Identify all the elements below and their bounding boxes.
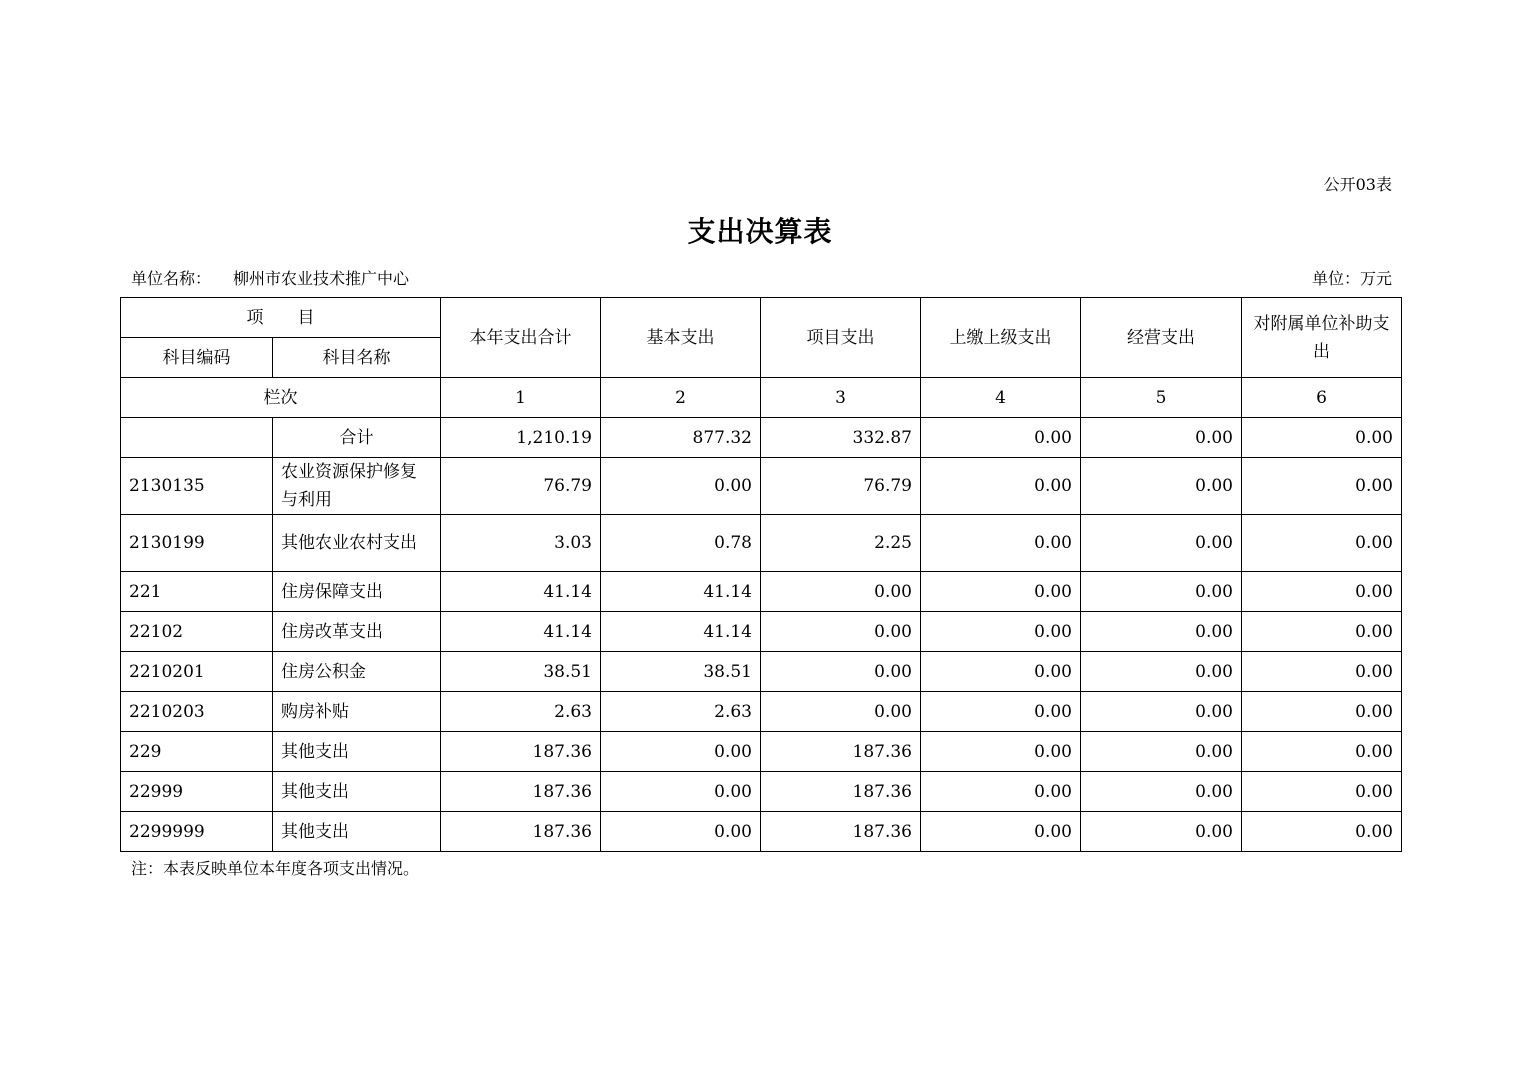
remit-to-superior-value: 0.00	[921, 458, 1081, 515]
unit-name-value: 柳州市农业技术推广中心	[233, 269, 410, 288]
basic-expenditure-value: 38.51	[601, 652, 761, 692]
subsidy-to-affiliates-value: 0.00	[1242, 572, 1402, 612]
subject-code: 229	[121, 732, 273, 772]
total-expenditure-value: 187.36	[441, 772, 601, 812]
basic-expenditure-value: 0.00	[601, 812, 761, 852]
column-number-5: 5	[1081, 378, 1242, 418]
subject-code: 2130199	[121, 515, 273, 572]
subject-name: 其他农业农村支出	[273, 515, 441, 572]
unit-name-row	[131, 266, 409, 289]
subject-code: 22102	[121, 612, 273, 652]
subject-code: 2130135	[121, 458, 273, 515]
subsidy-to-affiliates-value: 0.00	[1242, 458, 1402, 515]
column-number-3: 3	[761, 378, 921, 418]
project-expenditure-value: 187.36	[761, 772, 921, 812]
subject-code: 2299999	[121, 812, 273, 852]
basic-expenditure-value: 2.63	[601, 692, 761, 732]
operating-expenditure-value: 0.00	[1081, 772, 1242, 812]
header-total-expenditure: 本年支出合计	[441, 298, 601, 378]
project-expenditure-value: 0.00	[761, 652, 921, 692]
subsidy-to-affiliates-value: 0.00	[1242, 772, 1402, 812]
total-expenditure-value: 76.79	[441, 458, 601, 515]
basic-expenditure-value: 0.00	[601, 732, 761, 772]
header-project-expenditure: 项目支出	[761, 298, 921, 378]
page-title: 支出决算表	[687, 215, 833, 248]
remit-to-superior-value: 0.00	[921, 732, 1081, 772]
project-expenditure-value: 332.87	[761, 418, 921, 458]
subject-code	[121, 418, 273, 458]
table-row	[121, 772, 1402, 812]
basic-expenditure-value: 0.00	[601, 458, 761, 515]
subject-code: 221	[121, 572, 273, 612]
column-number-2: 2	[601, 378, 761, 418]
operating-expenditure-value: 0.00	[1081, 732, 1242, 772]
table-row	[121, 515, 1402, 572]
subject-name: 农业资源保护修复与利用	[273, 458, 441, 515]
project-expenditure-value: 0.00	[761, 572, 921, 612]
column-number-6: 6	[1242, 378, 1402, 418]
table-row	[121, 572, 1402, 612]
remit-to-superior-value: 0.00	[921, 572, 1081, 612]
unit-name-label: 单位名称：	[131, 269, 212, 288]
project-expenditure-value: 0.00	[761, 692, 921, 732]
operating-expenditure-value: 0.00	[1081, 458, 1242, 515]
basic-expenditure-value: 877.32	[601, 418, 761, 458]
header-item: 项 目	[121, 298, 441, 338]
subject-name: 其他支出	[273, 732, 441, 772]
remit-to-superior-value: 0.00	[921, 515, 1081, 572]
operating-expenditure-value: 0.00	[1081, 652, 1242, 692]
total-expenditure-value: 38.51	[441, 652, 601, 692]
header-subject-code: 科目编码	[121, 338, 273, 378]
project-expenditure-value: 76.79	[761, 458, 921, 515]
total-expenditure-value: 187.36	[441, 732, 601, 772]
subject-code: 2210203	[121, 692, 273, 732]
column-number-row	[121, 378, 1402, 418]
subject-code: 2210201	[121, 652, 273, 692]
table-row	[121, 692, 1402, 732]
table-row	[121, 812, 1402, 852]
form-number: 公开03表	[1323, 175, 1392, 194]
remit-to-superior-value: 0.00	[921, 812, 1081, 852]
header-subsidy-to-affiliates: 对附属单位补助支出	[1242, 298, 1402, 378]
basic-expenditure-value: 41.14	[601, 612, 761, 652]
table-note: 注：本表反映单位本年度各项支出情况。	[131, 859, 420, 878]
header-operating-expenditure: 经营支出	[1081, 298, 1242, 378]
header-subject-name: 科目名称	[273, 338, 441, 378]
project-expenditure-value: 0.00	[761, 612, 921, 652]
table-row	[121, 612, 1402, 652]
subject-name: 住房保障支出	[273, 572, 441, 612]
operating-expenditure-value: 0.00	[1081, 612, 1242, 652]
header-row-1	[121, 298, 1402, 338]
header-basic-expenditure: 基本支出	[601, 298, 761, 378]
total-expenditure-value: 41.14	[441, 612, 601, 652]
column-number-1: 1	[441, 378, 601, 418]
subsidy-to-affiliates-value: 0.00	[1242, 418, 1402, 458]
project-expenditure-value: 187.36	[761, 732, 921, 772]
basic-expenditure-value: 0.78	[601, 515, 761, 572]
operating-expenditure-value: 0.00	[1081, 812, 1242, 852]
table-row	[121, 458, 1402, 515]
basic-expenditure-value: 0.00	[601, 772, 761, 812]
subject-name: 住房公积金	[273, 652, 441, 692]
table-row	[121, 732, 1402, 772]
total-expenditure-value: 41.14	[441, 572, 601, 612]
remit-to-superior-value: 0.00	[921, 612, 1081, 652]
total-expenditure-value: 2.63	[441, 692, 601, 732]
table-row-total	[121, 418, 1402, 458]
subsidy-to-affiliates-value: 0.00	[1242, 692, 1402, 732]
operating-expenditure-value: 0.00	[1081, 418, 1242, 458]
total-expenditure-value: 1,210.19	[441, 418, 601, 458]
subsidy-to-affiliates-value: 0.00	[1242, 732, 1402, 772]
total-expenditure-value: 3.03	[441, 515, 601, 572]
total-expenditure-value: 187.36	[441, 812, 601, 852]
subject-name: 其他支出	[273, 812, 441, 852]
basic-expenditure-value: 41.14	[601, 572, 761, 612]
table-row	[121, 652, 1402, 692]
subsidy-to-affiliates-value: 0.00	[1242, 612, 1402, 652]
operating-expenditure-value: 0.00	[1081, 515, 1242, 572]
subject-name: 其他支出	[273, 772, 441, 812]
remit-to-superior-value: 0.00	[921, 772, 1081, 812]
remit-to-superior-value: 0.00	[921, 692, 1081, 732]
subsidy-to-affiliates-value: 0.00	[1242, 652, 1402, 692]
project-expenditure-value: 2.25	[761, 515, 921, 572]
subsidy-to-affiliates-value: 0.00	[1242, 812, 1402, 852]
column-number-4: 4	[921, 378, 1081, 418]
subject-name: 购房补贴	[273, 692, 441, 732]
subsidy-to-affiliates-value: 0.00	[1242, 515, 1402, 572]
subject-name: 合计	[273, 418, 441, 458]
currency-unit: 单位：万元	[1311, 269, 1392, 288]
remit-to-superior-value: 0.00	[921, 418, 1081, 458]
header-remit-to-superior: 上缴上级支出	[921, 298, 1081, 378]
operating-expenditure-value: 0.00	[1081, 572, 1242, 612]
operating-expenditure-value: 0.00	[1081, 692, 1242, 732]
remit-to-superior-value: 0.00	[921, 652, 1081, 692]
subject-name: 住房改革支出	[273, 612, 441, 652]
subject-code: 22999	[121, 772, 273, 812]
project-expenditure-value: 187.36	[761, 812, 921, 852]
expenditure-table	[120, 297, 1402, 852]
column-number-label: 栏次	[121, 378, 441, 418]
